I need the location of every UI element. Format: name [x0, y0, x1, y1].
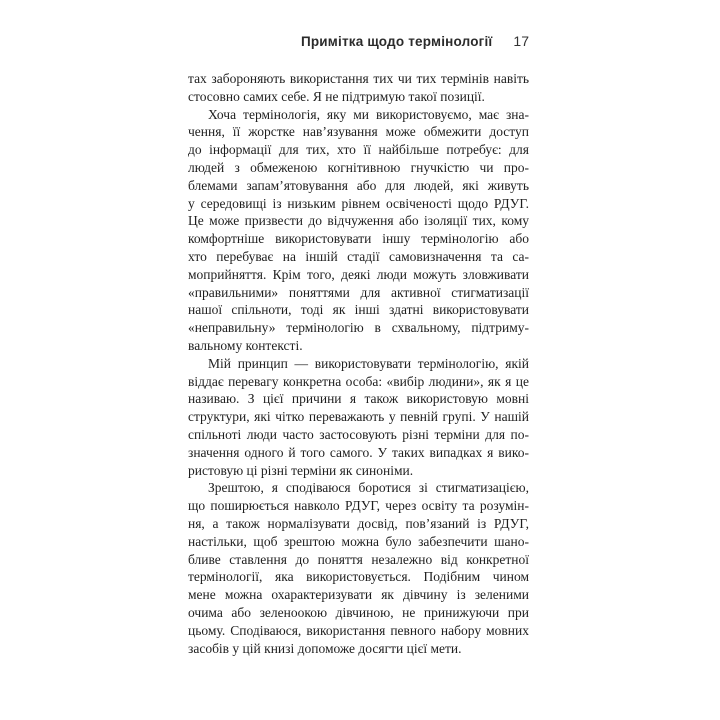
text-line: Мій принцип — використовувати термінологію, якій — [208, 355, 529, 371]
text-line: комфортніше використовувати іншу термінологію або — [188, 231, 529, 247]
text-line: «неправильну» термінологію в схвальному, підтриму- — [188, 320, 529, 336]
text-line: мене можна охарактеризувати як дівчину із зеленими — [188, 587, 529, 603]
page-number: 17 — [513, 33, 529, 49]
text-line: що поширюється навколо РДУГ, через освіту та розумін- — [188, 498, 529, 514]
text-line: Зрештою, я сподіваюся боротися зі стигматизацією, — [208, 480, 529, 496]
paragraph — [188, 355, 529, 480]
paragraph — [188, 106, 529, 355]
text-line: вальному контексті. — [188, 337, 303, 353]
text-line: ня, а також нормалізувати досвід, пов’язаний із РДУГ, — [188, 515, 529, 531]
page-body — [188, 70, 529, 657]
text-line: тах забороняють використання тих чи тих термінів навіть — [188, 71, 529, 86]
text-line: цьому. Сподіваюся, використання певного набору мовних — [188, 622, 529, 638]
text-line: до інформації для тих, хто її найбільше потребує: для — [188, 142, 529, 158]
running-header — [188, 33, 529, 49]
text-line: Хоча термінологія, яку ми використовуємо, має зна- — [208, 106, 529, 122]
text-line: Це може призвести до відчуження або ізоляції тих, кому — [188, 213, 529, 229]
text-line: засобів у цій книзі допоможе досягти цієї мети. — [188, 640, 462, 656]
text-line: структури, які чітко переважають у певній групі. У нашій — [188, 409, 529, 425]
paragraph — [188, 479, 529, 657]
text-line: хто перебуває на іншій стадії самовизначення та са- — [188, 248, 529, 264]
text-line: людей з обмеженою когнітивною гнучкістю чи про- — [188, 159, 529, 175]
text-line: «правильними» поняттями для активної стигматизації — [188, 284, 529, 300]
text-line: віддає перевагу конкретна особа: «вибір людини», як я це — [188, 373, 529, 389]
text-line: нашої спільноти, тоді як інші здатні використовувати — [188, 302, 529, 318]
text-line: бливе ставлення до поняття незалежно від конкретної — [188, 551, 529, 567]
text-line: ристовую ці різні терміни як синоніми. — [188, 462, 414, 478]
text-line: чення, її жорстке нав’язування може обмежити доступ — [188, 124, 529, 140]
paragraph — [188, 70, 529, 106]
text-line: моприйняття. Крім того, деякі люди можуть зловживати — [188, 266, 529, 282]
chapter-title: Примітка щодо термінології — [300, 34, 493, 49]
text-line: у середовищі із низьким рівнем освіченості щодо РДУГ. — [188, 195, 529, 211]
text-line: блемами запам’ятовування або для людей, які живуть — [188, 177, 529, 193]
text-line: значення одного й того самого. У таких випадках я вико- — [188, 444, 529, 460]
text-line: спільноті люди часто застосовують різні терміни для по- — [188, 426, 529, 442]
text-line: термінології, яка використовується. Подібним чином — [188, 569, 529, 585]
text-line: стосовно самих себе. Я не підтримую такої позиції. — [188, 88, 485, 104]
text-line: очима або зеленоокою дівчиною, не принижуючи при — [188, 604, 529, 620]
text-line: настільки, щоб зрештою можна було забезпечити шано- — [188, 533, 529, 549]
text-line: називаю. З цієї причини я також використовую мовні — [188, 391, 529, 407]
